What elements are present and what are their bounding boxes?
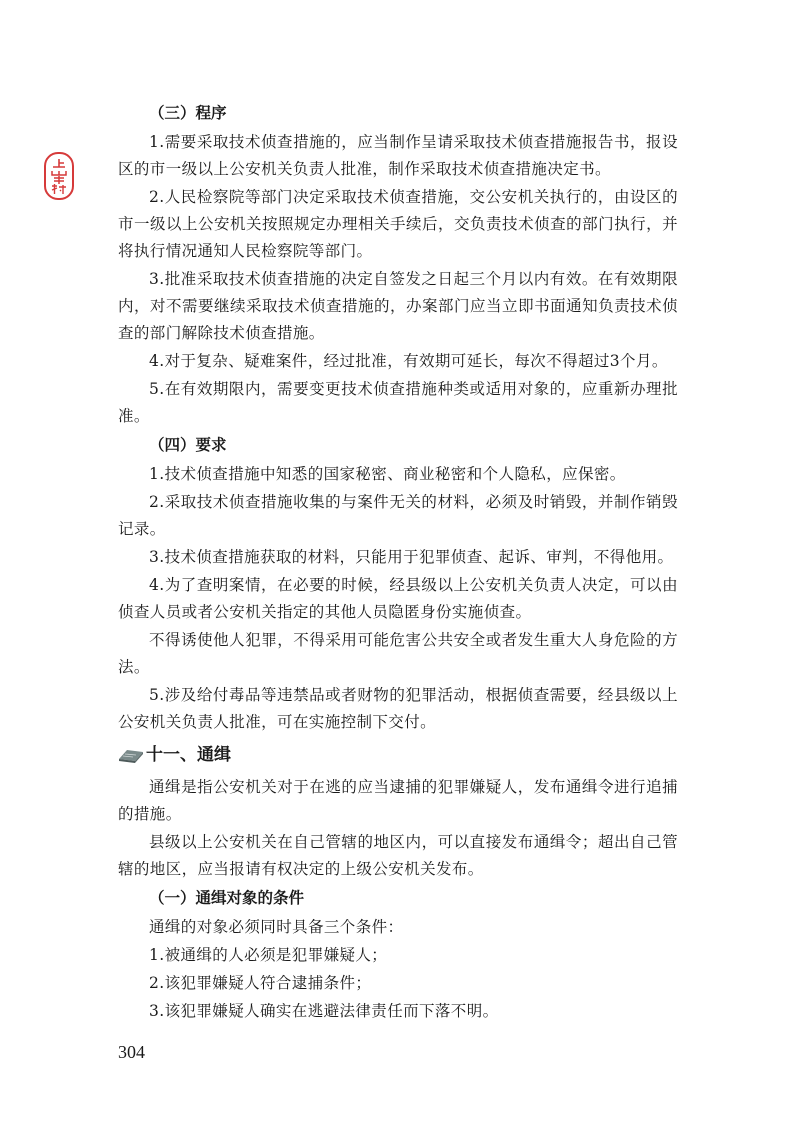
paragraph: 5.涉及给付毒品等违禁品或者财物的犯罪活动，根据侦查需要，经县级以上公安机关负责人批准，可在实施控制下交付。 bbox=[118, 686, 678, 731]
paragraph: 1.需要采取技术侦查措施的，应当制作呈请采取技术侦查措施报告书，报设区的市一级以上公安机关负责人批准，制作采取技术侦查措施决定书。 bbox=[118, 133, 678, 178]
paragraph: 4.为了查明案情，在必要的时候，经县级以上公安机关负责人决定，可以由侦查人员或者公安机关指定的其他人员隐匿身份实施侦查。 bbox=[118, 576, 678, 621]
book-stack-icon bbox=[118, 746, 144, 764]
paragraph: 2.人民检察院等部门决定采取技术侦查措施，交公安机关执行的，由设区的市一级以上公安机关按照规定办理相关手续后，交负责技术侦查的部门执行，并将执行情况通知人民检察院等部门。 bbox=[118, 188, 678, 260]
paragraph: 2.采取技术侦查措施收集的与案件无关的材料，必须及时销毁，并制作销毁记录。 bbox=[118, 493, 678, 538]
paragraph: 1.技术侦查措施中知悉的国家秘密、商业秘密和个人隐私，应保密。 bbox=[149, 465, 626, 483]
paragraph: 3.技术侦查措施获取的材料，只能用于犯罪侦查、起诉、审判，不得他用。 bbox=[149, 548, 674, 566]
paragraph: 3.批准采取技术侦查措施的决定自签发之日起三个月以内有效。在有效期限内，对不需要继续采取技术侦查措施的，办案部门应当立即书面通知负责技术侦查的部门解除技术侦查措施。 bbox=[118, 270, 678, 342]
page-body bbox=[118, 98, 678, 1026]
paragraph: 2.该犯罪嫌疑人符合逮捕条件； bbox=[149, 974, 372, 992]
paragraph: 通缉的对象必须同时具备三个条件： bbox=[149, 918, 404, 936]
subsection-heading: （四）要求 bbox=[149, 436, 227, 454]
paragraph: 3.该犯罪嫌疑人确实在逃避法律责任而下落不明。 bbox=[149, 1002, 499, 1020]
subsection-heading: （三）程序 bbox=[149, 104, 227, 122]
section-heading bbox=[118, 740, 678, 770]
paragraph: 1.被通缉的人必须是犯罪嫌疑人； bbox=[149, 946, 388, 964]
page-number: 304 bbox=[118, 1042, 145, 1062]
paragraph: 5.在有效期限内，需要变更技术侦查措施种类或适用对象的，应重新办理批准。 bbox=[118, 380, 678, 425]
section-heading-text: 十一、通缉 bbox=[146, 745, 231, 765]
paragraph: 4.对于复杂、疑难案件，经过批准，有效期可延长，每次不得超过3个月。 bbox=[149, 352, 668, 370]
paragraph: 县级以上公安机关在自己管辖的地区内，可以直接发布通缉令；超出自己管辖的地区，应当报请有权决定的上级公安机关发布。 bbox=[118, 833, 678, 878]
subsection-heading: （一）通缉对象的条件 bbox=[149, 889, 305, 907]
paragraph: 通缉是指公安机关对于在逃的应当逮捕的犯罪嫌疑人，发布通缉令进行追捕的措施。 bbox=[118, 778, 678, 823]
publisher-seal-logo bbox=[44, 152, 74, 200]
paragraph: 不得诱使他人犯罪，不得采用可能危害公共安全或者发生重大人身危险的方法。 bbox=[118, 631, 678, 676]
